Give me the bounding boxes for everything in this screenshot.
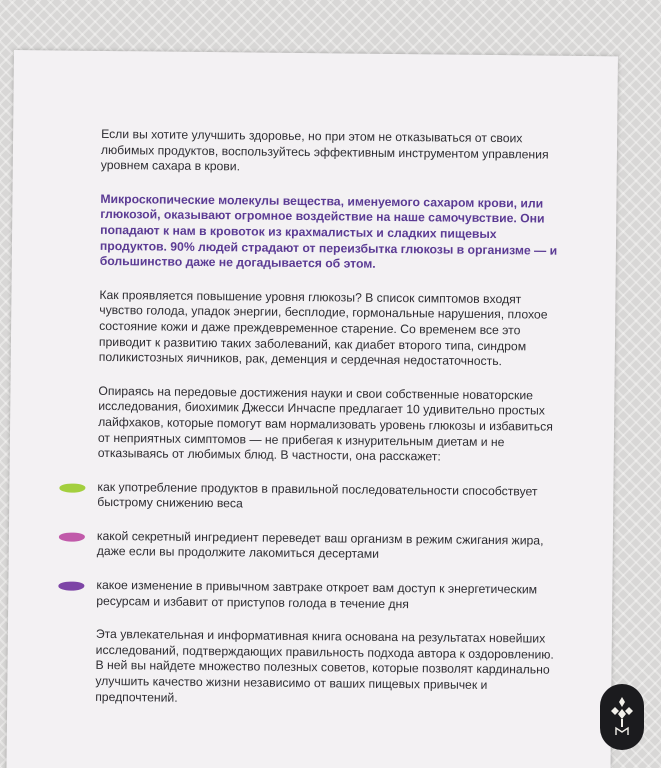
bullet-text: какой секретный ингредиент переведет ваш организм в режим сжигания жира, даже если вы продолжите лакомиться десертами xyxy=(96,528,544,562)
bullet-item-fat-burning xyxy=(97,529,562,565)
lead-paragraph: Микроскопические молекулы вещества, именуемого сахаром крови, или глюкозой, оказывают огромное воздействие на наше самочувствие. Они попадают к нам в кровоток из крахмалистых и сладких пищевых продуктов. 90% людей страдают от переизбытка глюкозы в организме — и большинство даже не догадывается об этом. xyxy=(99,191,558,271)
author-paragraph: Опираясь на передовые достижения науки и свои собственные новаторские исследования, биохимик Джесси Инчаспе предлагает 10 удивительно простых лайфхаков, которые помогут вам нормализовать уровень глюкозы и избавиться от неприятных симптомов — не прибегая к изнурительным диетам и не отказываясь от любимых блюд. В частности, она расскажет: xyxy=(97,383,553,464)
bullet-text: как употребление продуктов в правильной последовательности способствует быстрому снижению веса xyxy=(97,479,538,511)
green-paint-stroke-icon xyxy=(59,483,85,492)
bullet-text: какое изменение в привычном завтраке откроет вам доступ к энергетическим ресурсам и избавит от приступов голода в течение дня xyxy=(96,577,538,611)
cover-text xyxy=(95,127,566,728)
ornament-icon xyxy=(606,695,638,739)
diamond-ornament-logo-icon xyxy=(600,684,644,750)
purple-paint-stroke-icon xyxy=(58,582,84,591)
bullet-item-breakfast xyxy=(96,578,561,614)
pink-paint-stroke-icon xyxy=(59,532,85,541)
bullet-item-weight xyxy=(97,480,562,516)
symptoms-paragraph: Как проявляется повышение уровня глюкозы? В список симптомов входят чувство голода, упадок энергии, бесплодие, гормональные нарушения, плохое состояние кожи и даже преждевременное старение. Со временем все это приводит к развитию таких заболеваний, как диабет второго типа, синдром поликистозных яичников, рак, деменция и сердечная недостаточность. xyxy=(98,287,548,369)
closing-paragraph: Эта увлекательная и информативная книга основана на результатах новейших исследований, подтверждающих правильность подхода автора к оздоровлению. В ней вы найдете множество полезных советов, которые позволят кардинально улучшить качество жизни независимо от ваших пищевых привычек и предпочтений. xyxy=(95,627,554,705)
intro-paragraph: Если вы хотите улучшить здоровье, но при этом не отказываться от своих любимых продуктов, воспользуйтесь эффективным инструментом управления уровнем сахара в крови. xyxy=(100,126,549,174)
book-back-cover xyxy=(6,50,618,768)
